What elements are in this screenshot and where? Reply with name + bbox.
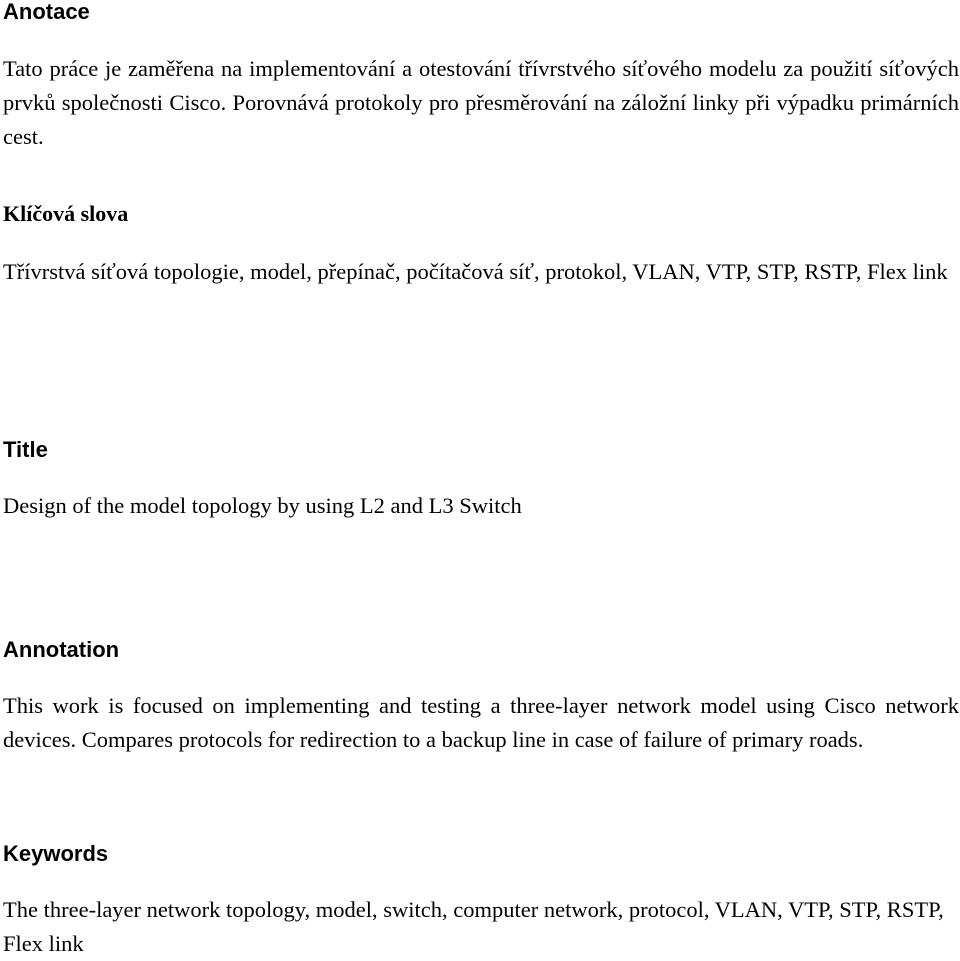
keywords-heading: Keywords (3, 841, 109, 866)
annotation-heading: Annotation (3, 637, 120, 662)
klicova-slova-heading: Klíčová slova (3, 201, 129, 226)
anotace-text: Tato práce je zaměřena na implementování a otestování třívrstvého síťového modelu za použití síťových prvků společnosti Cisco. Porovnává protokoly pro přesměrování na záložní linky při výpadku primárních cest. (3, 56, 959, 149)
title-heading: Title (3, 437, 48, 462)
keywords-text: The three-layer network topology, model, switch, computer network, protocol, VLAN, VTP, STP, RSTP, Flex link (3, 897, 944, 956)
anotace-heading: Anotace (3, 0, 90, 24)
title-text: Design of the model topology by using L2 and L3 Switch (3, 493, 522, 518)
klicova-slova-text: Třívrstvá síťová topologie, model, přepínač, počítačová síť, protokol, VLAN, VTP, STP, RSTP, Flex link (3, 259, 948, 284)
annotation-text: This work is focused on implementing and testing a three-layer network model using Cisco network devices. Compares protocols for redirection to a backup line in case of failure of primary roads. (3, 693, 959, 752)
